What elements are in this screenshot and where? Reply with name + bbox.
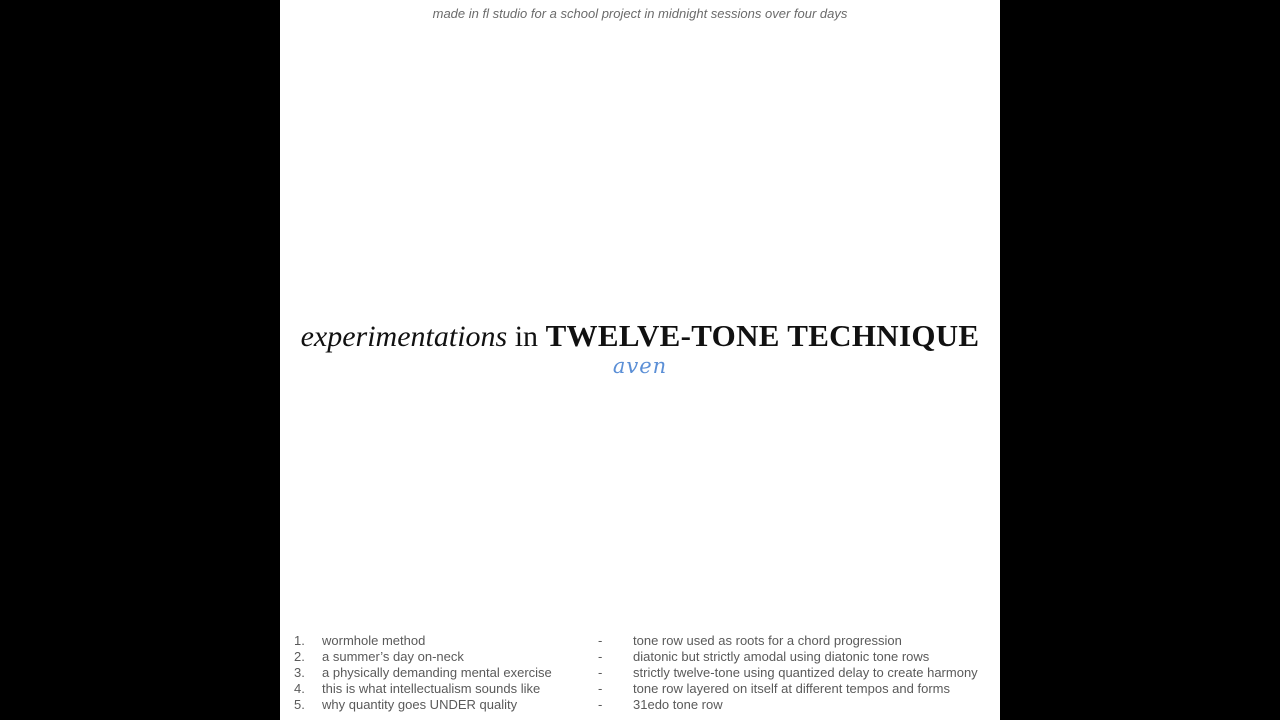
track-name: a summer’s day on-neck xyxy=(322,649,464,664)
album-title xyxy=(280,318,1000,354)
track-name: why quantity goes UNDER quality xyxy=(322,697,518,712)
track-row xyxy=(294,681,994,697)
track-description: tone row used as roots for a chord progression xyxy=(633,633,902,648)
track-description: diatonic but strictly amodal using diatonic tone rows xyxy=(633,649,930,664)
track-separator: - xyxy=(598,649,603,664)
track-separator: - xyxy=(598,681,603,696)
track-description: 31edo tone row xyxy=(633,697,723,712)
track-number: 4. xyxy=(294,681,305,696)
track-name: a physically demanding mental exercise xyxy=(322,665,552,680)
track-number: 3. xyxy=(294,665,305,680)
track-name: this is what intellectualism sounds like xyxy=(322,681,541,696)
track-separator: - xyxy=(598,665,603,680)
album-cover xyxy=(280,0,1000,720)
track-name: wormhole method xyxy=(322,633,426,648)
tagline: made in fl studio for a school project in midnight sessions over four days xyxy=(432,6,848,21)
track-row xyxy=(294,665,994,681)
track-row xyxy=(294,697,994,713)
track-row xyxy=(294,649,994,665)
track-number: 2. xyxy=(294,649,305,664)
title-connector: in xyxy=(507,320,546,353)
title-caps-part: TWELVE-TONE TECHNIQUE xyxy=(545,318,980,353)
track-number: 5. xyxy=(294,697,305,712)
title-italic-part: experimentations xyxy=(300,320,508,353)
track-separator: - xyxy=(598,633,603,648)
track-number: 1. xyxy=(294,633,305,648)
track-description: tone row layered on itself at different tempos and forms xyxy=(633,681,950,696)
tracklist xyxy=(294,633,994,713)
track-separator: - xyxy=(598,697,603,712)
track-row xyxy=(294,633,994,649)
track-description: strictly twelve-tone using quantized delay to create harmony xyxy=(633,665,978,680)
artist-signature: aven xyxy=(612,354,668,378)
